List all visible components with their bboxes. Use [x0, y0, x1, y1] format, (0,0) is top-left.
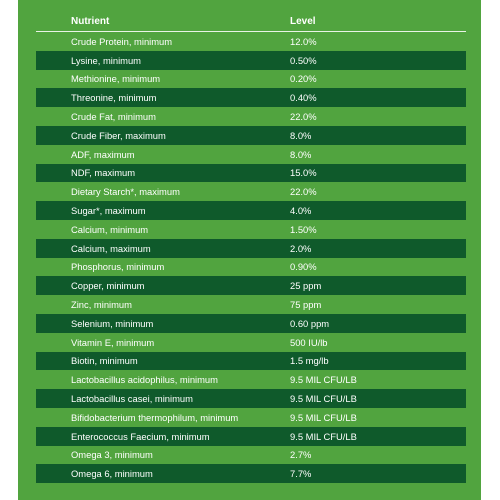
table-row — [36, 314, 466, 333]
nutrient-level: 0.90% — [290, 261, 317, 273]
nutrient-level: 25 ppm — [290, 280, 322, 292]
nutrient-level: 22.0% — [290, 186, 317, 198]
nutrient-level: 0.40% — [290, 92, 317, 104]
nutrient-level: 0.50% — [290, 54, 317, 66]
nutrient-level: 12.0% — [290, 35, 317, 47]
nutrient-name: Bifidobacterium thermophilum, minimum — [71, 411, 239, 423]
nutrient-name: NDF, maximum — [71, 167, 136, 179]
nutrient-name: Phosphorus, minimum — [71, 261, 165, 273]
table-row — [36, 201, 466, 220]
nutrient-name: Omega 6, minimum — [71, 468, 153, 480]
nutrient-level: 9.5 MIL CFU/LB — [290, 430, 357, 442]
nutrient-level: 2.0% — [290, 242, 312, 254]
nutrient-level: 9.5 MIL CFU/LB — [290, 393, 357, 405]
table-row — [36, 276, 466, 295]
nutrient-level: 8.0% — [290, 129, 312, 141]
table-row — [36, 427, 466, 446]
nutrient-name: Vitamin E, minimum — [71, 336, 155, 348]
table-row — [36, 164, 466, 183]
table-row — [36, 408, 466, 427]
table-row — [36, 126, 466, 145]
nutrient-name: Copper, minimum — [71, 280, 145, 292]
nutrient-name: Crude Fiber, maximum — [71, 129, 166, 141]
table-row — [36, 446, 466, 465]
table-row — [36, 239, 466, 258]
table-row — [36, 145, 466, 164]
table-row — [36, 88, 466, 107]
table-row — [36, 333, 466, 352]
nutrient-level: 2.7% — [290, 449, 312, 461]
table-row — [36, 70, 466, 89]
nutrient-level: 1.50% — [290, 223, 317, 235]
nutrient-level: 500 IU/lb — [290, 336, 328, 348]
nutrient-name: Threonine, minimum — [71, 92, 157, 104]
table-row — [36, 258, 466, 277]
table-header — [36, 11, 466, 32]
nutrient-name: Dietary Starch*, maximum — [71, 186, 180, 198]
nutrient-level: 8.0% — [290, 148, 312, 160]
nutrient-name: Lysine, minimum — [71, 54, 141, 66]
table-row — [36, 107, 466, 126]
table-row — [36, 220, 466, 239]
table-row — [36, 32, 466, 51]
nutrient-level: 22.0% — [290, 111, 317, 123]
nutrient-level: 75 ppm — [290, 299, 322, 311]
table-body — [36, 32, 466, 483]
table-row — [36, 51, 466, 70]
table-row — [36, 389, 466, 408]
table-row — [36, 464, 466, 483]
nutrient-name: Omega 3, minimum — [71, 449, 153, 461]
nutrient-name: Lactobacillus acidophilus, minimum — [71, 374, 218, 386]
nutrient-name: Lactobacillus casei, minimum — [71, 393, 193, 405]
nutrient-name: Crude Protein, minimum — [71, 35, 173, 47]
table-row — [36, 370, 466, 389]
nutrient-level: 4.0% — [290, 205, 312, 217]
nutrient-level: 9.5 MIL CFU/LB — [290, 411, 357, 423]
nutrient-name: Zinc, minimum — [71, 299, 132, 311]
nutrient-name: Methionine, minimum — [71, 73, 161, 85]
nutrient-name: Sugar*, maximum — [71, 205, 146, 217]
nutrient-name: Selenium, minimum — [71, 317, 154, 329]
table-row — [36, 295, 466, 314]
nutrient-name: Crude Fat, minimum — [71, 111, 156, 123]
nutrient-name: Biotin, minimum — [71, 355, 138, 367]
nutrient-level: 7.7% — [290, 468, 312, 480]
nutrient-level: 1.5 mg/lb — [290, 355, 329, 367]
header-level: Level — [290, 15, 316, 27]
nutrient-level: 0.60 ppm — [290, 317, 330, 329]
nutrient-name: Calcium, minimum — [71, 223, 149, 235]
nutrient-name: Calcium, maximum — [71, 242, 151, 254]
table-row — [36, 352, 466, 371]
nutrient-name: Enterococcus Faecium, minimum — [71, 430, 210, 442]
nutrient-level: 15.0% — [290, 167, 317, 179]
nutrient-name: ADF, maximum — [71, 148, 135, 160]
header-nutrient: Nutrient — [71, 15, 110, 27]
table-row — [36, 182, 466, 201]
nutrient-level: 9.5 MIL CFU/LB — [290, 374, 357, 386]
nutrient-table — [36, 11, 466, 483]
nutrient-level: 0.20% — [290, 73, 317, 85]
